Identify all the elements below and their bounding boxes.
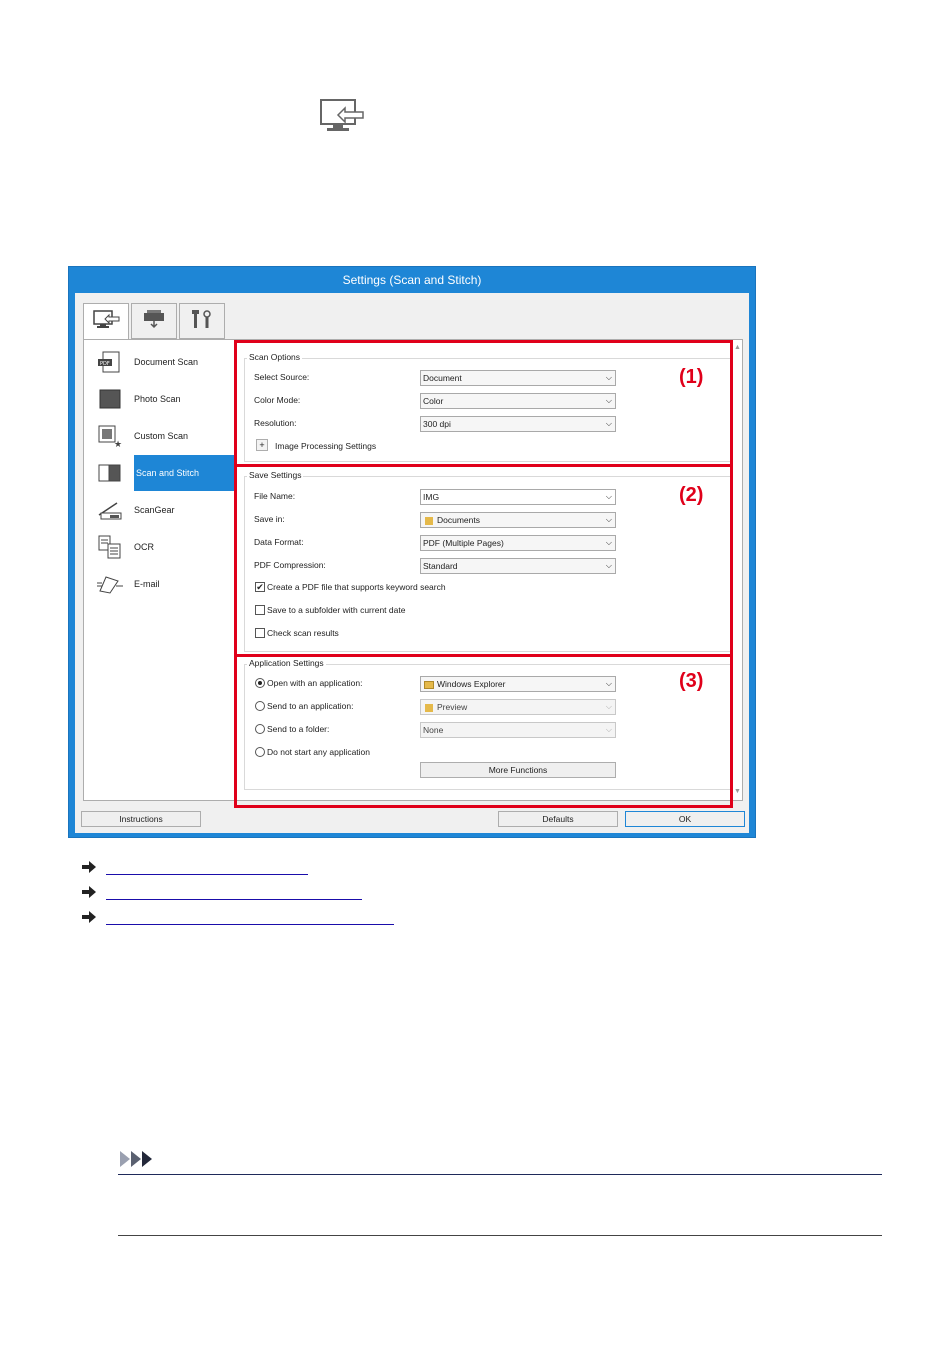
- open-with-application-label: Open with an application:: [267, 678, 363, 688]
- arrow-right-icon: [82, 910, 96, 922]
- send-to-application-value: Preview: [437, 702, 468, 712]
- arrow-right-icon: [82, 860, 96, 872]
- image-processing-label[interactable]: Image Processing Settings: [275, 441, 377, 451]
- note-top-divider: [118, 1174, 882, 1175]
- sidebar-item-label: Document Scan: [134, 357, 199, 367]
- chevron-down-icon: ⌵: [605, 679, 612, 688]
- scan-from-computer-icon: [92, 309, 120, 336]
- send-to-folder-label: Send to a folder:: [267, 724, 330, 734]
- color-mode-label: Color Mode:: [254, 395, 301, 405]
- callout-label-1: (1): [679, 366, 704, 388]
- tab-scan-from-computer[interactable]: [83, 303, 129, 341]
- data-format-value: PDF (Multiple Pages): [423, 538, 504, 548]
- photo-scan-icon: [96, 386, 124, 412]
- application-settings-title: Application Settings: [249, 658, 324, 668]
- scan-from-panel-icon: [141, 308, 167, 335]
- keyword-search-label: Create a PDF file that supports keyword search: [267, 582, 446, 592]
- callout-label-2: (2): [679, 484, 704, 506]
- chevron-down-icon: ⌵: [605, 419, 612, 428]
- pdf-compression-value: Standard: [423, 561, 458, 571]
- note-bottom-divider: [118, 1235, 882, 1236]
- resolution-label: Resolution:: [254, 418, 297, 428]
- ocr-icon: [96, 534, 124, 560]
- resolution-value: 300 dpi: [423, 419, 451, 429]
- link-1[interactable]: [106, 874, 308, 875]
- send-to-application-label: Send to an application:: [267, 701, 354, 711]
- save-in-value: Documents: [437, 515, 480, 525]
- save-settings-title: Save Settings: [249, 470, 302, 480]
- general-settings-icon: [190, 307, 214, 336]
- sidebar-item-label: Custom Scan: [134, 431, 189, 441]
- callout-box-1: [234, 340, 733, 467]
- subfolder-label: Save to a subfolder with current date: [267, 605, 406, 615]
- color-mode-value: Color: [423, 396, 444, 406]
- sidebar-item-scan-and-stitch[interactable]: [88, 455, 236, 491]
- dialog-title: Settings (Scan and Stitch): [342, 273, 482, 287]
- svg-text:★: ★: [114, 440, 123, 448]
- sidebar-item-custom-scan[interactable]: [88, 418, 236, 454]
- defaults-button[interactable]: Defaults: [498, 811, 618, 827]
- link-2[interactable]: [106, 899, 362, 900]
- tab-general-settings[interactable]: [179, 303, 225, 339]
- related-links: [82, 860, 402, 940]
- sidebar-item-document-scan[interactable]: [88, 344, 236, 380]
- sidebar-item-label: E-mail: [134, 579, 160, 589]
- chevron-down-icon: ⌵: [605, 702, 612, 711]
- tab-scan-from-panel[interactable]: [131, 303, 177, 339]
- scan-from-computer-icon: [319, 98, 365, 134]
- sidebar-item-label: Photo Scan: [134, 394, 181, 404]
- ok-button[interactable]: OK: [625, 811, 745, 827]
- chevron-down-icon: ⌵: [605, 725, 612, 734]
- sidebar-item-label: OCR: [134, 542, 154, 552]
- custom-scan-icon: [96, 423, 124, 449]
- more-functions-button[interactable]: More Functions: [420, 762, 616, 778]
- file-name-label: File Name:: [254, 491, 296, 501]
- scan-options-title: Scan Options: [249, 352, 301, 362]
- email-icon: [96, 571, 124, 597]
- chevron-down-icon: ⌵: [605, 515, 612, 524]
- image-processing-expand-button[interactable]: +: [256, 439, 268, 451]
- document-scan-icon: [96, 349, 124, 375]
- svg-text:PDF: PDF: [100, 361, 110, 367]
- link-3[interactable]: [106, 924, 394, 925]
- select-source-value: Document: [423, 373, 462, 383]
- callout-label-3: (3): [679, 670, 704, 692]
- sidebar-item-label: Scan and Stitch: [134, 455, 236, 491]
- callout-box-2: [234, 464, 733, 657]
- scan-and-stitch-icon: [96, 460, 124, 486]
- sidebar-item-scangear[interactable]: [88, 492, 236, 528]
- send-to-folder-value: None: [423, 725, 444, 735]
- sidebar-item-photo-scan[interactable]: [88, 381, 236, 417]
- arrow-right-icon: [82, 885, 96, 897]
- pdf-compression-label: PDF Compression:: [254, 560, 326, 570]
- sidebar-item-ocr[interactable]: [88, 529, 236, 565]
- chevron-down-icon: ⌵: [605, 561, 612, 570]
- data-format-label: Data Format:: [254, 537, 304, 547]
- keyword-search-checkbox[interactable]: ✔: [256, 582, 264, 592]
- chevron-down-icon: ⌵: [605, 396, 612, 405]
- chevron-down-icon: ⌵: [605, 492, 612, 501]
- chevron-down-icon: ⌵: [605, 373, 612, 382]
- open-with-application-value: Windows Explorer: [437, 679, 506, 689]
- do-not-start-application-label: Do not start any application: [267, 747, 371, 757]
- sidebar-item-email[interactable]: [88, 566, 236, 602]
- select-source-label: Select Source:: [254, 372, 310, 382]
- scangear-icon: [96, 497, 124, 523]
- instructions-button[interactable]: Instructions: [81, 811, 201, 827]
- callout-box-3: [234, 654, 733, 808]
- file-name-value: IMG: [423, 492, 440, 502]
- note-icon: [120, 1150, 160, 1173]
- chevron-down-icon: ⌵: [605, 538, 612, 547]
- check-scan-results-label: Check scan results: [267, 628, 339, 638]
- scroll-up-icon[interactable]: ▲: [734, 344, 741, 351]
- scroll-down-icon[interactable]: ▼: [734, 788, 741, 795]
- sidebar-item-label: ScanGear: [134, 505, 175, 515]
- save-in-label: Save in:: [254, 514, 285, 524]
